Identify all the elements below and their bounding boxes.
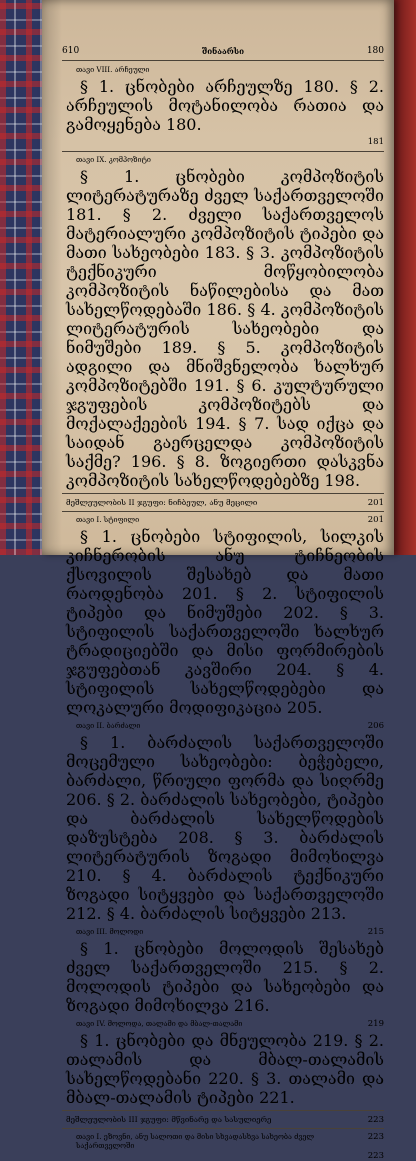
entry-page-number: 219 [367, 1019, 384, 1029]
page-number: 610 [62, 46, 80, 56]
section-contents-paragraph: § 1. ცნობები არჩეულზე 180. § 2. არჩეულის მოტანილობა რათია და გამოყენება 180. [66, 77, 384, 134]
toc-part-heading [62, 496, 384, 509]
toc-chapter-heading [62, 154, 384, 166]
entry-page-number: 201 [367, 498, 384, 508]
toc-chapter-heading [62, 1131, 384, 1151]
section-contents-paragraph: § 1. ცნობები მოლოდის შესახებ ძველ საქართველოში 215. § 2. მოლოდის ტიპები და სახეობები და ზოგადი მიმოხილვა 216. [66, 939, 384, 1015]
part-divider [62, 1128, 384, 1129]
table-edge [394, 0, 416, 555]
toc-chapter-heading [62, 926, 384, 938]
header-right-number: 180 [366, 46, 384, 56]
part-divider [62, 493, 384, 494]
running-title: შინაარსი [202, 46, 244, 56]
entry-title: თავი VIII. არჩეული [76, 65, 150, 74]
entry-page-number: 201 [367, 515, 384, 525]
toc-entries [62, 64, 384, 1161]
entry-page-number: 206 [367, 721, 384, 731]
entry-title: თავი IX. კომპოზიტი [76, 155, 151, 164]
toc-part-heading [62, 1113, 384, 1126]
part-divider [62, 1110, 384, 1111]
entry-page-number: 181 [367, 137, 384, 147]
toc-chapter-heading [62, 1018, 384, 1030]
section-divider [62, 151, 384, 152]
entry-title: თავი II. ბარძალი [76, 721, 141, 730]
section-contents-paragraph: § 1. ცნობები და მნეულობა 219. § 2. თალამის და მბალ-თალამის სახელწოდებანი 220. § 3. თალამი და მბალ-თალამის ტიპები 221. [66, 1031, 384, 1107]
section-contents-paragraph: § 1. ბარძალის საქართველოში მოცემული სახეობები: ბეჭებელი, ბარძალი, წრიული ფორმა და სიღრმე 206. § 2. ბარძალის სახეობები, ტიპები და ბარძალის სახელწოდების დაზუსტება 208. § 3. ბარძალის ლიტერატურის ზოგადი მიმოხილვა 210. § 4. ბარძალის ტექნიკური ზოგადი სიტყვები და საქართველოში 212. § 4. ბარძალის სიტყვები 213. [66, 733, 384, 923]
entry-title: მეშლეულობის II ჯგუფი: ნიჩბეულ, ანუ მეცილი [66, 498, 258, 507]
entry-title: თავი IV. მოლოდა, თალამი და მბალ-თალამი [76, 1019, 243, 1028]
page-header [62, 46, 384, 58]
part-divider [62, 511, 384, 512]
entry-page-number: 223 [367, 1132, 384, 1142]
section-contents-paragraph: § 1. ცნობები კომპოზიტის ლიტერატურაზე ძველ საქართველოში 181. § 2. ძველი საქართველოს მატერიალური კომპოზიტის ტიპები და მათი სახეობები 183. § 3. კომპოზიტის ტექნიკური მოწყობილობა კომპოზიტის ნაწილებისა და მათ სახელწოდებაში 186. § 4. კომპოზიტის ლიტერატურის სახეობები და ნიმუშები 189. § 5. კომპოზიტის ადგილი და მნიშვნელობა ხალხურ კომპოზიტებში 191. § 6. კულტურული ჯგუფების კომპოზიტებს და მოქალაქეების 194. § 7. სად იქცა და საიდან გაერცელდა კომპოზიტის საქმე? 196. § 8. ზოგიერთი დასკვნა კომპოზიტის სახელწოდებებზე 198. [66, 167, 384, 490]
entry-title: თავი III. მოლოდი [76, 927, 144, 936]
footer-page-number: 223 [367, 1151, 384, 1161]
entry-title: თავი I. სტიფილი [76, 515, 140, 524]
entry-title: მეშლეულობის III ჯგუფი: მწვინარე და სასულიერე [66, 1115, 272, 1124]
entry-title: თავი I. ეზოვნი, ანუ სალოთი და მისი სხვადასხვა სახეობა ძველ საქართველოში [76, 1132, 315, 1150]
entry-page-number: 215 [367, 927, 384, 937]
toc-chapter-heading [62, 514, 384, 526]
header-rule [62, 60, 384, 61]
section-contents-paragraph: § 1. ცნობები სტიფილის, სილკის კიჩნერობის ანუ ტიჩნეობის ქსოვილის შესახებ და მათი რაოდენობა 201. § 2. სტიფილის ტიპები და ნიმუშები 202. § 3. სტიფილის საქართველოში ხალხურ ტრადიციებში და მისი ფორმირების ჯგუფებთან კავშირი 204. § 4. სტიფილის სახელწოდებები და ლოკალური მოდიფიკაცია 205. [66, 527, 384, 717]
toc-chapter-heading [62, 64, 384, 76]
entry-page-number: 223 [367, 1115, 384, 1125]
toc-chapter-heading [62, 720, 384, 732]
